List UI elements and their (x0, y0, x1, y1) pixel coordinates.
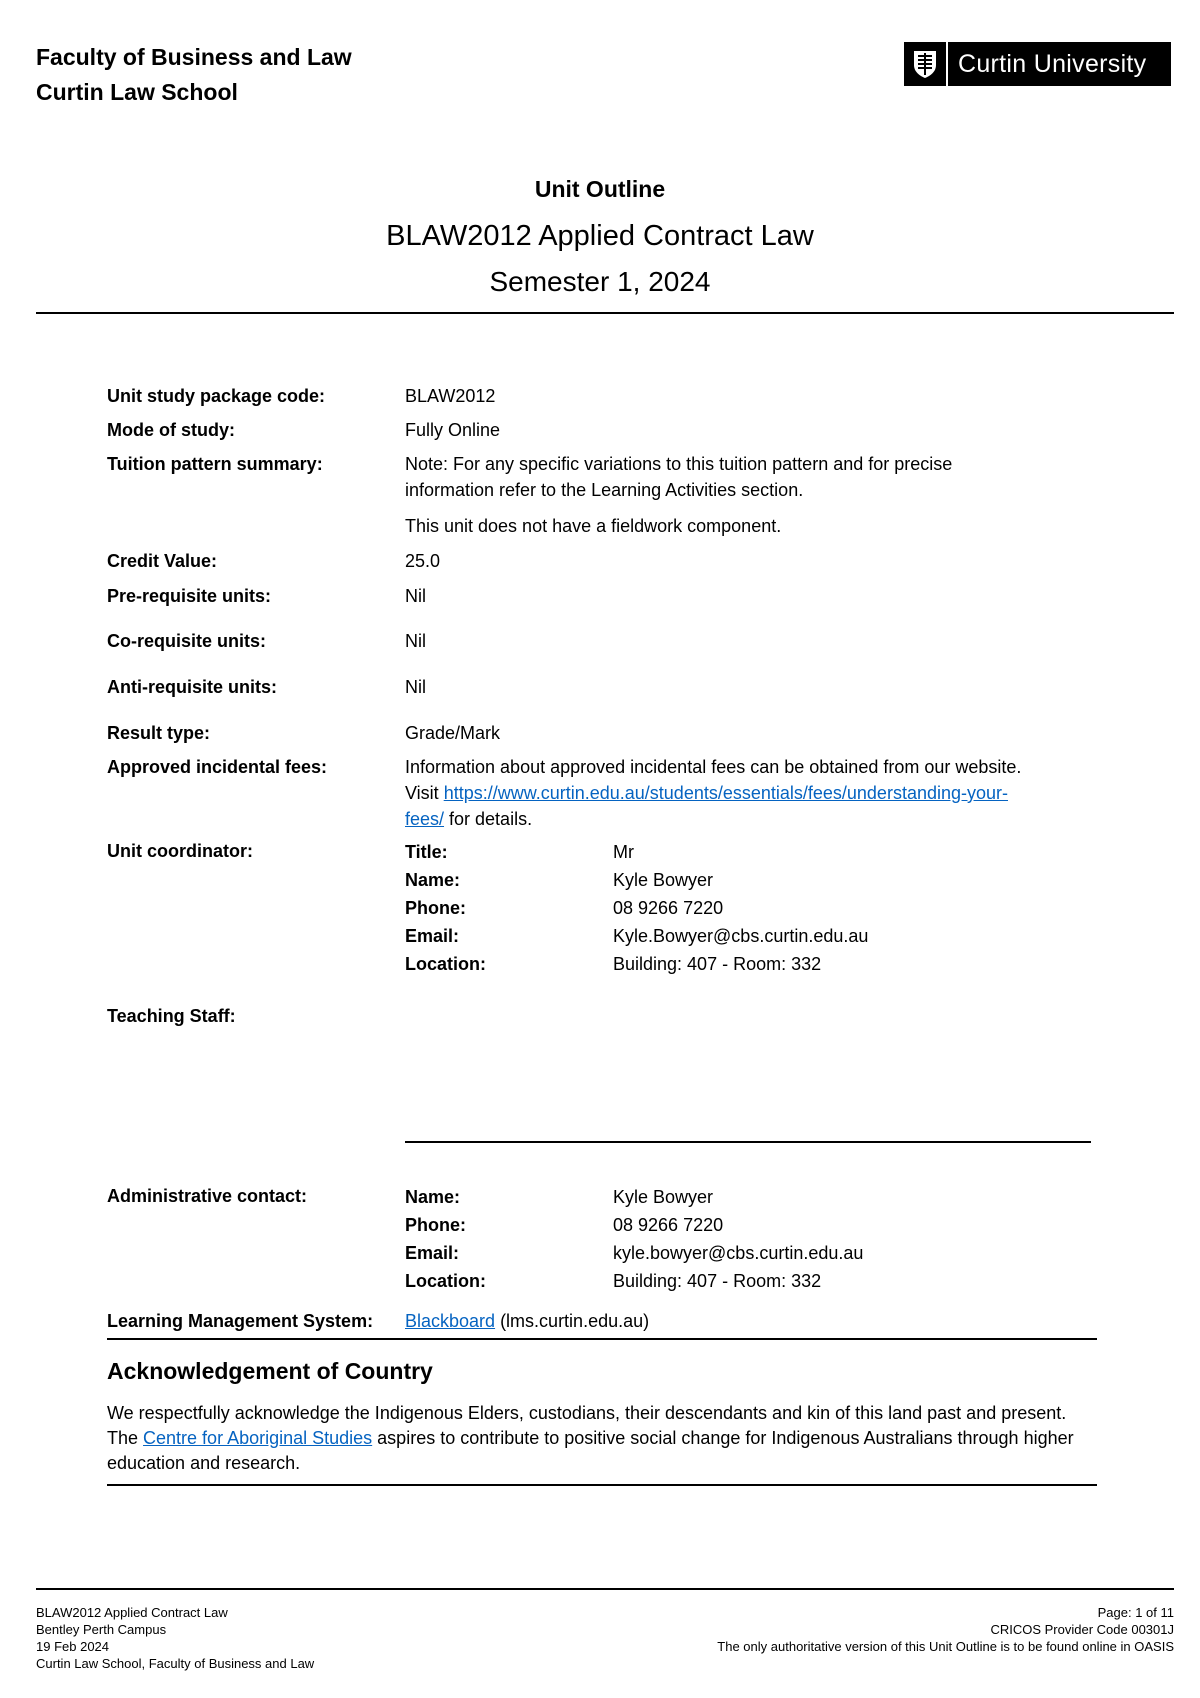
footer-right (717, 1604, 1174, 1655)
faculty-header (36, 40, 352, 110)
teaching-staff-divider (405, 1141, 1091, 1143)
ack-text-part2: aspires to contribute to positive social change for Indigenous Australians through higher education and research. (107, 1428, 1074, 1473)
fees-link[interactable]: https://www.curtin.edu.au/students/essentials/fees/understanding-your- (443, 783, 1008, 803)
info-value: Nil (405, 677, 426, 697)
sub-label: Phone: (405, 1215, 466, 1235)
info-label: Unit coordinator: (107, 841, 253, 861)
fees-tail: for details. (444, 809, 533, 829)
info-label: Co-requisite units: (107, 631, 267, 651)
info-label: Unit study package code: (107, 386, 326, 406)
acknowledgement-title: Acknowledgement of Country (107, 1358, 433, 1384)
info-value: Grade/Mark (405, 723, 501, 743)
info-value: Nil (405, 586, 426, 606)
info-label: Teaching Staff: (107, 1006, 236, 1026)
info-value: BLAW2012 (405, 386, 496, 406)
admin-phone (405, 1211, 1005, 1239)
coordinator-title (405, 838, 1005, 866)
info-value (405, 1308, 1105, 1334)
acknowledgement-text (107, 1401, 1097, 1476)
sub-label: Phone: (405, 898, 466, 918)
sub-label: Email: (405, 1243, 460, 1263)
logo-text: Curtin University (958, 49, 1147, 78)
footer-authority-note: The only authoritative version of this Unit Outline is to be found online in OASIS (717, 1639, 1174, 1654)
sub-label: Location: (405, 954, 486, 974)
admin-email (405, 1239, 1005, 1267)
footer-school: Curtin Law School, Faculty of Business and Law (36, 1656, 315, 1671)
sub-label: Name: (405, 870, 461, 890)
coordinator-details (405, 838, 1005, 978)
footer-page-number: Page: 1 of 11 (1097, 1605, 1174, 1620)
coordinator-location (405, 950, 1005, 978)
info-label: Pre-requisite units: (107, 586, 272, 606)
fieldwork-note: This unit does not have a fieldwork component. (405, 516, 782, 536)
admin-location (405, 1267, 1005, 1295)
lms-divider (107, 1338, 1097, 1340)
info-label: Learning Management System: (107, 1311, 374, 1331)
coordinator-name (405, 866, 1005, 894)
sub-label: Title: (405, 842, 448, 862)
sub-value: Building: 407 - Room: 332 (613, 954, 822, 974)
coordinator-phone (405, 894, 1005, 922)
document-type: Unit Outline (534, 176, 666, 202)
info-value: 25.0 (405, 551, 441, 571)
sub-value: kyle.bowyer@cbs.curtin.edu.au (613, 1243, 864, 1263)
blackboard-link[interactable]: Blackboard (405, 1311, 496, 1331)
info-value (405, 754, 1085, 832)
title-block (0, 172, 1200, 302)
sub-label: Email: (405, 926, 460, 946)
coordinator-email (405, 922, 1005, 950)
centre-aboriginal-studies-link[interactable]: Centre for Aboriginal Studies (143, 1428, 373, 1448)
fees-link-continued[interactable]: fees/ (405, 809, 445, 829)
info-label: Credit Value: (107, 551, 218, 571)
sub-value: Kyle.Bowyer@cbs.curtin.edu.au (613, 926, 869, 946)
info-label: Anti-requisite units: (107, 677, 277, 697)
info-label: Tuition pattern summary: (107, 454, 323, 474)
sub-value: Mr (613, 842, 634, 862)
footer-cricos: CRICOS Provider Code 00301J (990, 1622, 1174, 1637)
info-value: Nil (405, 631, 426, 651)
fees-text: Information about approved incidental fees can be obtained from our website. (405, 757, 1022, 777)
sub-value: Kyle Bowyer (613, 870, 714, 890)
info-value: Fully Online (405, 420, 501, 440)
crest-icon (904, 42, 948, 86)
sub-value: 08 9266 7220 (613, 898, 724, 918)
info-label: Approved incidental fees: (107, 757, 328, 777)
ack-text-part1: We respectfully acknowledge the Indigenous Elders, custodians, their descendants and kin of this land past and present. The (107, 1403, 1067, 1448)
fees-visit: Visit (405, 783, 444, 803)
semester: Semester 1, 2024 (489, 266, 711, 297)
curtin-logo (904, 42, 1171, 86)
footer-date: 19 Feb 2024 (36, 1639, 110, 1654)
info-label: Result type: (107, 723, 211, 743)
faculty-name: Faculty of Business and Law (36, 44, 352, 70)
info-value (405, 451, 1045, 539)
sub-value: Building: 407 - Room: 332 (613, 1271, 822, 1291)
info-label: Administrative contact: (107, 1186, 308, 1206)
footer-campus: Bentley Perth Campus (36, 1622, 167, 1637)
lms-suffix: (lms.curtin.edu.au) (495, 1311, 650, 1331)
admin-name (405, 1183, 1005, 1211)
sub-value: Kyle Bowyer (613, 1187, 714, 1207)
footer-unit: BLAW2012 Applied Contract Law (36, 1605, 228, 1620)
sub-label: Name: (405, 1187, 461, 1207)
sub-value: 08 9266 7220 (613, 1215, 724, 1235)
title-divider (36, 312, 1174, 314)
footer-left (36, 1604, 314, 1672)
school-name: Curtin Law School (36, 79, 238, 105)
admin-details (405, 1183, 1005, 1295)
footer-divider (36, 1588, 1174, 1590)
info-label: Mode of study: (107, 420, 235, 440)
unit-title: BLAW2012 Applied Contract Law (386, 220, 814, 252)
sub-label: Location: (405, 1271, 486, 1291)
acknowledgement-divider (107, 1484, 1097, 1486)
tuition-note: Note: For any specific variations to this tuition pattern and for precise information refer to the Learning Activities section. (405, 454, 953, 500)
